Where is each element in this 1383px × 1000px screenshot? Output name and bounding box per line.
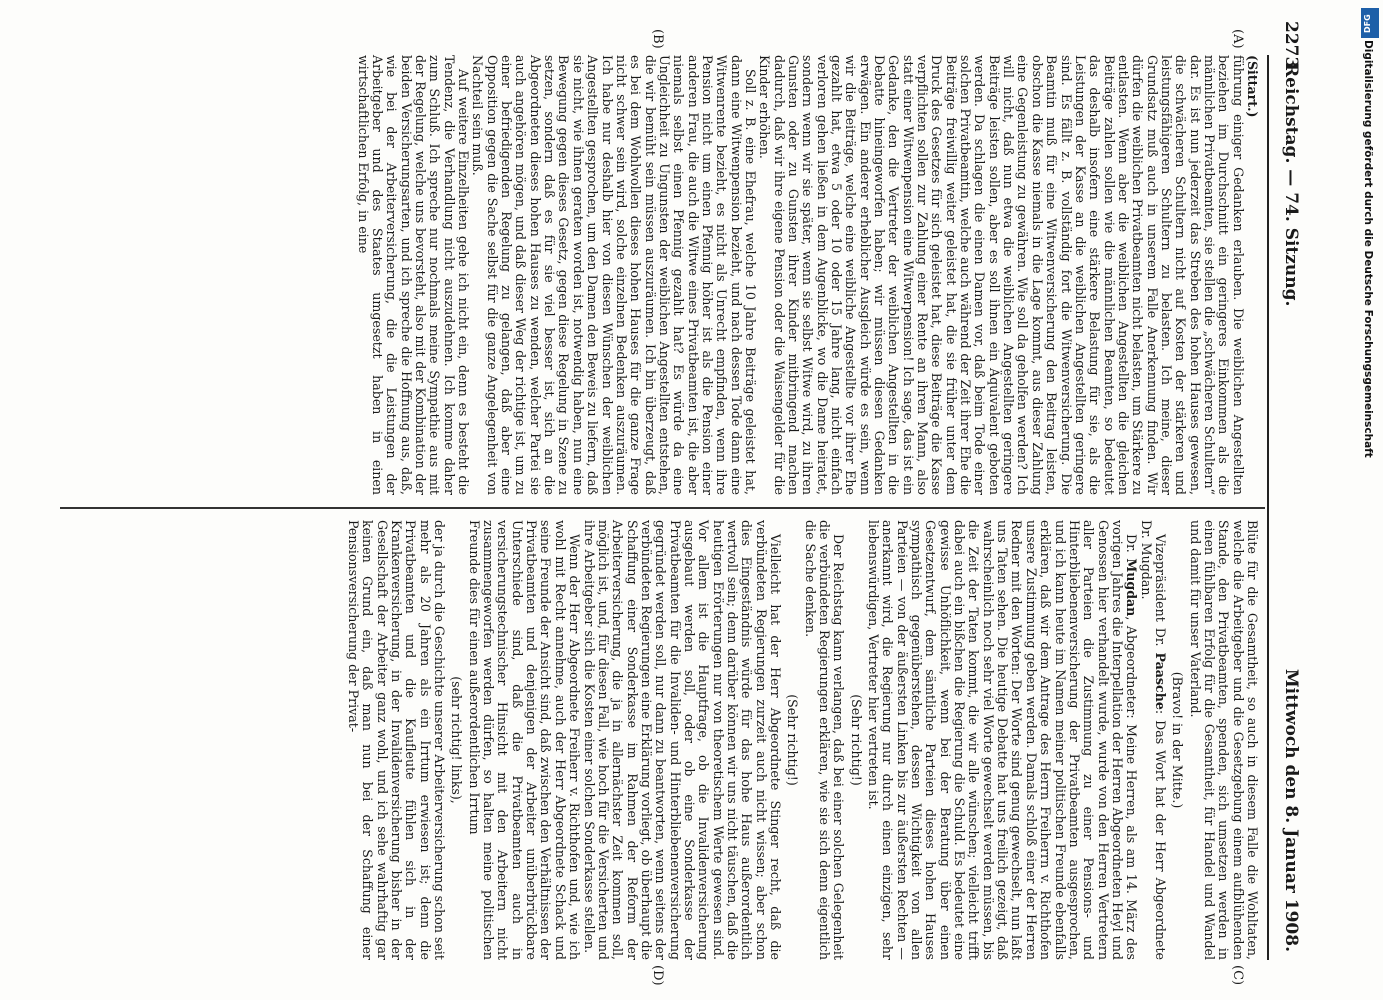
vice-president-name: Paasche [1152,652,1168,710]
column-divider [60,507,1265,509]
vielleicht-paragraph: Vielleicht hat der Herr Abgeordnete Stinger recht, daß die verbündeten Regierungen zurzeit auch nicht wissen; aber schon dies Eingeständnis würde für das hohe Haus außerordentlich wertvoll sein; denn darüber können wir uns nicht täuschen, daß die heutigen Erörterungen nur von theoretischem Werte gewesen sind. Vor allem ist die Hauptfrage, ob die Invalidenversicherung ausgebaut werden soll, oder ob eine Sonderkasse der Privatbeamten für die Invaliden- und Hinterbliebenenversicherung gegründet werden soll, nur dann zu beantworten, wenn seitens der verbündeten Regierungen eine Erklärung vorliegt, ob überhaupt die Schaffung einer Sonderkasse im Rahmen der Reform der Arbeiterversicherung, die ja in allernächster Zeit kommen soll, möglich ist, und, für diesen Fall, wie hoch für die Versicherten und ihre Arbeitgeber sich die Kosten einer solchen Sonderkasse stellen. [581,520,783,960]
margin-marker-a: (A) [1230,29,1245,49]
credit-text: Digitalisierung gefördert durch die Deutsche Forschungsgemeinschaft [1362,40,1374,458]
mugdan-speech-paragraph: Dr. Mugdan, Abgeordneter: Meine Herren, als am 14. März des vorigen Jahres die Interpellation der Herren Abgeordneten Heyl und Genossen hier verhandelt wurde, wurde von den Herren Vertretern aller Parteien die Zustimmung zu einer Pensions- und Hinterbliebenenversicherung der Privatbeamten ausgesprochen, und ich kann heute im Namen meiner politischen Freunde ebenfalls erklären, daß wir dem Antrage des Herrn Freiherrn v. Richthofen unsere Zustimmung geben werden. Damals schloß einer der Herren Redner mit den Worten: Der Worte sind genug gewechselt, nun laßt uns Taten sehen. Die heutige Debatte hat uns freilich gezeigt, daß wahrscheinlich noch sehr viel Worte gewechselt werden müssen, bis die Zeit der Taten kommt, die wir alle wünschen; vielleicht trifft dabei auch ein bißchen die Regierung die Schuld. Es bedeutet eine gewisse Unhöflichkeit, wenn bei der Beratung über einen Gesetzentwurf, dem sämtliche Parteien dieses hohen Hauses sympathisch gegenüberstehen, dessen Wichtigkeit von allen Parteien — von der äußersten Linken bis zur äußersten Rechten — anerkannt wird, die Regierung nur durch einen einzigen, sehr liebenswürdigen, Vertreter hier vertreten ist. [866,520,1140,960]
left-paragraph-3: Auf weitere Einzelheiten gehe ich nicht ein, denn es besteht die Tendenz, die Verhandlung nicht auszudehnen. Ich komme daher zum Schluß. Ich spreche nur nochmals meine Sympathie aus mit der Regelung, welche uns bevorsteht, also mit der Kombination der beiden Versicherungsarten, und ich spreche die Hoffnung aus, daß, wie bei der Arbeiterversicherung, die die Leistungen der Arbeitgeber und des Staates umgesetzt haben in einen wirtschaftlichen Erfolg, in eine [355,55,472,495]
margin-marker-c: (C) [1230,965,1245,986]
sehr-richtig-interjection-1: (Sehr richtig!) [848,694,864,786]
final-paragraph: der ja durch die Geschichte unserer Arbeiterversicherung schon seit mehr als 20 Jahren als ein Irrtum erwiesen ist; denn die Privatbeamten und die Kaufleute fühlen sich in der Krankenversicherung, in der Invalidenversicherung bisher in der Gesellschaft der Arbeiter ganz wohl, und ich sehe wahrhaftig gar keinen Grund ein, daß man nun bei der Schaffung einer Pensionsversicherung der Privat- [346,520,448,960]
vice-president-remark: Vizepräsident Dr. Paasche: Das Wort hat der Herr Abgeordnete Dr. Mugdan. [1138,520,1168,960]
right-paragraph-1: Blüte für die Gesamtheit, so auch in diesem Falle die Wohltaten, welche die Arbeitgeber und die Gesetzgebung einem aufblühenden Stande, den Privatbeamten, spenden, sich umsetzen werden in einen fühlbaren Erfolg für die Gesamtheit, für Handel und Wandel und damit für unser Vaterland. [1187,520,1260,960]
digitization-credit [1354,40,1382,970]
page-header [1269,21,1305,960]
rotated-page-sheet [50,21,1305,986]
speaker-tag: (Sittart.) [1245,55,1260,118]
header-date: Mittwoch den 8. Januar 1908. [1281,668,1301,952]
dfg-logo: DFG [1361,8,1379,38]
header-session-title: Reichstag. — 74. Sitzung. [1281,63,1301,307]
header-rule [1267,55,1269,960]
mugdan-name: Mugdan [1124,558,1140,617]
left-column [355,55,1259,495]
bravo-interjection: (Bravo! in der Mitte.) [1170,671,1186,809]
reichstag-paragraph: Der Reichstag kann verlangen, daß bei einer solchen Gelegenheit die verbündeten Regierungen erklären, wie sie sich denn eigentlich die Sache denken. [802,520,847,960]
sehr-richtig-links-interjection: (sehr richtig! links), [449,676,465,804]
sehr-richtig-interjection-2: (Sehr richtig!) [785,694,801,786]
right-column [346,520,1259,960]
wenn-paragraph: Wenn der Herr Abgeordnete Freiherr v. Richthofen und, wie ich wohl mit Recht annehme, auch der Herr Abgeordnete Schack und seine Freunde der Ansicht sind, daß zwischen den Verhältnissen der Privatbeamten und denjenigen der Arbeiter unüberbrückbare Unterschiede sind, daß die Privatbeamten auch in versicherungstechnischer Hinsicht mit den Arbeitern nicht zusammengeworfen werden dürfen, so halten meine politischen Freunde dies für einen außerordentlichen Irrtum [466,520,583,960]
left-paragraph-2: Soll z. B. eine Ehefrau, welche 10 Jahre Beiträge geleistet hat, dann eine Witwenpension bezieht, und nach dessen Tode dann eine Witwenrente bezieht, es nicht als Unrecht empfinden, wenn ihre Pension nicht um einen Pfennig höher ist als die Pension einer anderen Frau, die auch die Witwe eines Privatbeamten ist, die aber niemals selbst einen Pfennig gezahlt hat? Es würde da eine Ungleichheit zu Ungunsten der weiblichen Angestellten entstehen, die wir bemüht sein müssen auszuräumen. Ich bin überzeugt, daß es bei dem Wohlwollen dieses hohen Hauses für die ganze Frage nicht schwer sein wird, solche einzelnen Bedenken auszuräumen. Ich habe nur deshalb hier von diesen Wünschen der weiblichen Angestellten gesprochen, um den Damen den Beweis zu liefern, daß sie nicht, wie ihnen geraten worden ist, notwendig haben, nun eine Bewegung gegen dieses Gesetz, gegen diese Regelung in Szene zu setzen, sondern daß es für sie viel besser ist, sich an die Abgeordneten dieses hohen Hauses zu wenden, welcher Partei sie auch angehören mögen, und daß dieser Weg der richtige ist, um zu einer befriedigenden Regelung zu gelangen, daß aber eine Opposition gegen die Sache selbst für die ganze Angelegenheit von Nachteil sein muß. [470,55,758,495]
margin-marker-d: (D) [650,965,665,986]
page-number: 2273 [1281,21,1301,69]
margin-marker-b: (B) [650,29,665,49]
left-paragraph-1: führung einiger Gedanken erlauben. Die weiblichen Angestellten beziehen im Durchschnitt ein geringeres Einkommen als die männlichen Privatbeamten, sie stellen die „schwächeren Schultern“ dar. Es ist nun jederzeit das Streben des hohen Hauses gewesen, die schwächeren Schultern nicht auf Kosten der stärkeren und leistungsfähigeren Schultern zu belasten. Ich meine, dieser Grundsatz muß auch in unserem Falle Anerkennung finden. Wir dürfen die weiblichen Privatbeamten nicht belasten, um Stärkere zu entlasten. Wenn aber die weiblichen Angestellten die gleichen Beiträge zahlen sollen wie die männlichen Beamten, so bedeutet das deshalb insofern eine stärkere Belastung für sie, als die Leistungen der Kasse an die weiblichen Angestellten geringere sind. Es fällt z. B. vollständig fort die Witwenversicherung. Die Beamtin muß für eine Witwenversicherung den Beitrag leisten, obschon die Kasse niemals in die Lage kommt, aus dieser Zahlung eine Gegenleistung zu gewähren. Wie soll da geholfen werden? Ich will nicht, daß nun etwa die weiblichen Angestellten geringere Beiträge leisten sollen, aber es soll ihnen ein Äquivalent geboten werden. Da schlagen die einen Damen vor, daß beim Tode einer solchen Privatbeamtin, welche auch während der Zeit ihrer Ehe die Beiträge freiwillig weiter geleistet hat, die sie früher unter dem Druck des Gesetzes für sich geleistet hat, diese Beiträge die Kasse verpflichten sollen zur Zahlung einer Rente an ihren Mann, also statt einer Witwenpension eine Witwerpension! Ich sage, das ist ein Gedanke, den die Vertreter der weiblichen Angestellten in die Debatte hineingeworfen haben; wir müssen diesen Gedanken erwägen. Ein anderer erheblicher Ausgleich würde es sein, wenn wir die Beiträge, welche eine weibliche Angestellte vor ihrer Ehe gezahlt hat, etwa 5 oder 10 oder 15 Jahre lang, nicht einfach verloren gehen ließen in dem Augenblicke, wo die Dame heiratet, sondern wenn wir sie später, wenn sie selbst Witwe wird, zu ihren Gunsten oder zu Gunsten ihrer Kinder mitbringend machen dadurch, daß wir ihre eigene Pension oder die Waisengelder für die Kinder erhöhen. [757,55,1246,495]
